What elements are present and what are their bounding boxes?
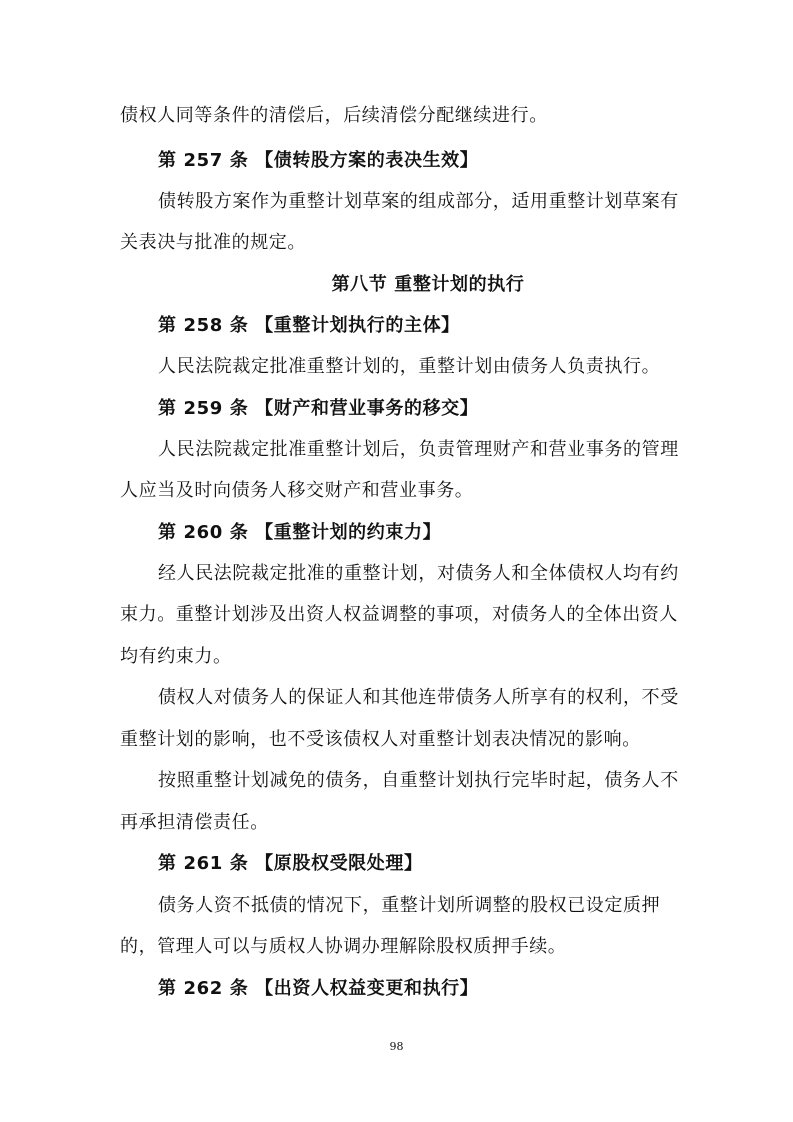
paragraph-line: 的，管理人可以与质权人协调办理解除股权质押手续。 [120,936,567,957]
paragraph-line: 人民法院裁定批准重整计划后，负责管理财产和营业事务的管理 [158,439,679,460]
paragraph-line: 经人民法院裁定批准的重整计划，对债务人和全体债权人均有约 [158,563,679,584]
paragraph-line: 重整计划的影响，也不受该债权人对重整计划表决情况的影响。 [120,729,641,750]
paragraph-line: 按照重整计划减免的债务，自重整计划执行完毕时起，债务人不 [158,770,679,791]
paragraph-line: 债权人对债务人的保证人和其他连带债务人所享有的权利，不受 [158,687,679,708]
paragraph-line: 均有约束力。 [120,646,232,667]
article-262-heading: 第 262 条 【出资人权益变更和执行】 [158,978,479,999]
article-260-heading: 第 260 条 【重整计划的约束力】 [158,522,442,543]
page-number: 98 [389,1040,404,1053]
paragraph-line: 人应当及时向债务人移交财产和营业事务。 [120,480,474,501]
paragraph-line: 债权人同等条件的清偿后，后续清偿分配继续进行。 [120,105,548,126]
paragraph-line: 关表决与批准的规定。 [120,232,306,253]
paragraph-line: 再承担清偿责任。 [120,812,269,833]
article-259-heading: 第 259 条 【财产和营业事务的移交】 [158,398,479,419]
section-8-title: 第八节 重整计划的执行 [331,274,525,295]
paragraph-line: 人民法院裁定批准重整计划的，重整计划由债务人负责执行。 [158,356,661,377]
paragraph-line: 束力。重整计划涉及出资人权益调整的事项，对债务人的全体出资人 [120,604,678,625]
article-257-heading: 第 257 条 【债转股方案的表决生效】 [158,150,479,171]
paragraph-line: 债务人资不抵债的情况下，重整计划所调整的股权已设定质押 [158,895,661,916]
article-261-heading: 第 261 条 【原股权受限处理】 [158,853,423,874]
article-258-heading: 第 258 条 【重整计划执行的主体】 [158,315,460,336]
paragraph-line: 债转股方案作为重整计划草案的组成部分，适用重整计划草案有 [158,191,679,212]
